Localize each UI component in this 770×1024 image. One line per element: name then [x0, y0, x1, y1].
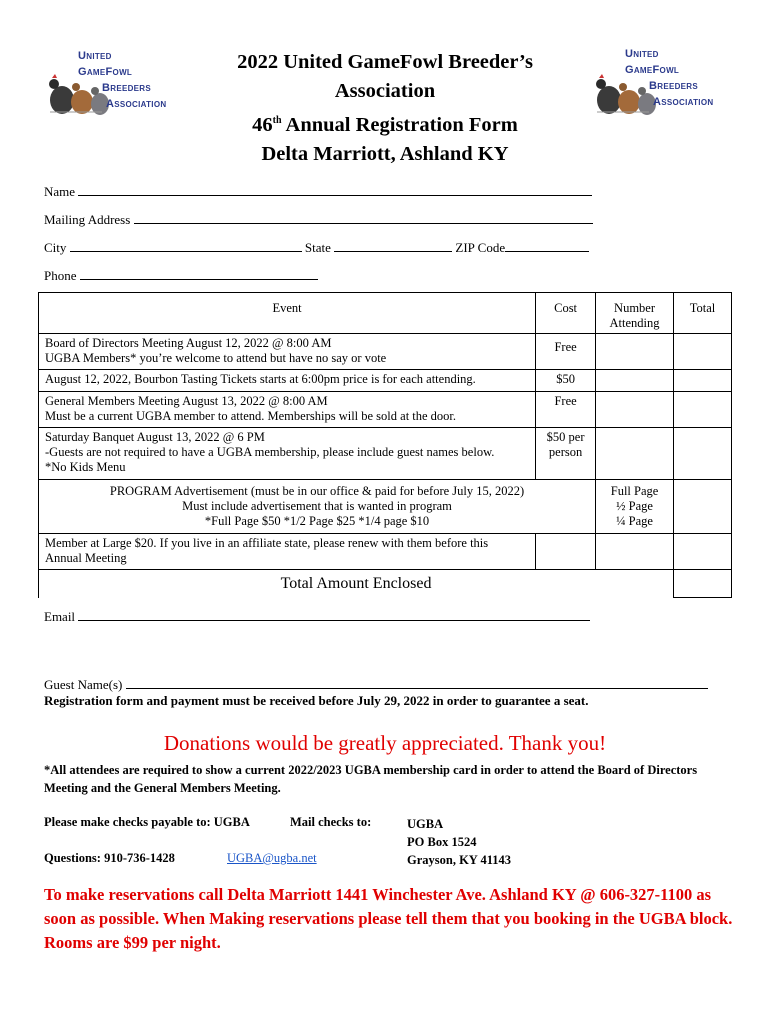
table-row — [39, 480, 732, 534]
total-input[interactable] — [674, 428, 732, 480]
half-page-option[interactable]: ½ Page — [616, 499, 653, 513]
event-note: -Guests are not required to have a UGBA membership, please include guest names below. *No Kids Menu — [45, 445, 495, 474]
title-line-2: Association — [334, 80, 436, 102]
total-row — [39, 570, 732, 598]
state-line[interactable] — [334, 238, 452, 252]
program-size-options[interactable] — [596, 480, 674, 534]
ugba-logo-left — [38, 44, 188, 124]
ugba-logo-right — [585, 42, 735, 122]
logo-word-3: Breeders — [649, 80, 699, 92]
number-attending-input[interactable] — [596, 334, 674, 370]
address-line-3: Grayson, KY 41143 — [407, 853, 512, 867]
total-input[interactable] — [674, 534, 732, 570]
number-attending-header: Number Attending — [596, 293, 674, 334]
event-title: General Members Meeting August 13, 2022 @ 8:00 AM — [45, 394, 328, 408]
reservations-notice: To make reservations call Delta Marriott 1441 Winchester Ave. Ashland KY @ 606-327-1100 as soon as possible. When Making reservations please tell them that you booking in the UGBA block. Rooms are $99 per night. — [44, 885, 733, 952]
title-ordinal: 46 — [252, 113, 273, 136]
event-note: UGBA Members* you’re welcome to attend but have no say or vote — [45, 351, 387, 365]
cost-cell: $50 per person — [536, 428, 596, 480]
email-line[interactable] — [78, 607, 590, 621]
program-line-2: Must include advertisement that is wanted in program — [182, 499, 452, 513]
cost-cell — [536, 534, 596, 570]
total-amount-label: Total Amount Enclosed — [39, 570, 674, 598]
program-line-3: *Full Page $50 *1/2 Page $25 *1/4 page $10 — [204, 514, 430, 528]
table-row — [39, 392, 732, 428]
member-at-large-cell: Member at Large $20. If you live in an affiliate state, please renew with them before this Annual Meeting — [39, 534, 536, 570]
name-label: Name — [44, 184, 76, 199]
total-input[interactable] — [674, 370, 732, 392]
state-label: State — [304, 240, 331, 255]
number-attending-input[interactable] — [596, 370, 674, 392]
cost-cell: Free — [536, 334, 596, 370]
title-line-1: 2022 United GameFowl Breeder’s — [237, 51, 533, 73]
mailing-address-block — [407, 815, 511, 869]
address-line-2: PO Box 1524 — [407, 835, 477, 849]
event-header: Event — [39, 293, 536, 334]
event-title: Saturday Banquet August 13, 2022 @ 6 PM — [45, 430, 265, 444]
mail-checks-label: Mail checks to: — [290, 815, 372, 829]
city-label: City — [44, 240, 67, 255]
address-line-1: UGBA — [407, 817, 444, 831]
title-line-3-text: Annual Registration Form — [281, 113, 518, 136]
event-note: Must be a current UGBA member to attend. Memberships will be sold at the door. — [45, 409, 457, 423]
total-input[interactable] — [674, 480, 732, 534]
questions-phone: Questions: 910-736-1428 — [44, 851, 175, 865]
number-attending-input[interactable] — [596, 534, 674, 570]
program-line-1: PROGRAM Advertisement (must be in our office & paid for before July 15, 2022) — [109, 484, 525, 498]
logo-word-4: Association — [653, 96, 714, 108]
registration-table — [38, 292, 732, 598]
title-line-3 — [190, 106, 580, 140]
number-attending-input[interactable] — [596, 392, 674, 428]
logo-word-2: GameFowl — [78, 66, 133, 78]
form-title — [190, 48, 580, 169]
deadline-notice: Registration form and payment must be received before July 29, 2022 in order to guarantee a seat. — [44, 693, 589, 708]
event-cell — [39, 334, 536, 370]
name-field[interactable] — [44, 182, 592, 200]
table-row — [39, 370, 732, 392]
logo-word-4: Association — [106, 98, 167, 110]
cost-cell: $50 — [536, 370, 596, 392]
total-amount-input[interactable] — [674, 570, 732, 598]
cost-header: Cost — [536, 293, 596, 334]
guest-names-line[interactable] — [126, 675, 708, 689]
program-advertisement-cell — [39, 480, 596, 534]
donations-message: Donations would be greatly appreciated. Thank you! — [163, 731, 607, 755]
cost-cell: Free — [536, 392, 596, 428]
mailing-address-line[interactable] — [134, 210, 593, 224]
attendees-note: *All attendees are required to show a current 2022/2023 UGBA membership card in order to attend the Board of Directors Meeting and the General Members Meeting. — [44, 763, 698, 795]
event-title: Board of Directors Meeting August 12, 2022 @ 8:00 AM — [45, 336, 332, 350]
ugba-email-link[interactable]: UGBA@ugba.net — [227, 851, 317, 865]
name-line[interactable] — [78, 182, 592, 196]
title-line-4: Delta Marriott, Ashland KY — [261, 142, 509, 165]
table-row — [39, 534, 732, 570]
guest-names-field[interactable] — [44, 675, 708, 693]
phone-label: Phone — [44, 268, 77, 283]
city-state-zip-field[interactable] — [44, 238, 589, 256]
phone-line[interactable] — [80, 266, 318, 280]
table-row — [39, 334, 732, 370]
full-page-option[interactable]: Full Page — [610, 484, 659, 498]
zip-label: ZIP Code — [455, 240, 506, 255]
total-input[interactable] — [674, 392, 732, 428]
title-ordinal-suffix: th — [272, 115, 282, 126]
event-cell — [39, 428, 536, 480]
event-cell: August 12, 2022, Bourbon Tasting Tickets starts at 6:00pm price is for each attending. — [39, 370, 536, 392]
email-label: Email — [44, 609, 76, 624]
number-attending-input[interactable] — [596, 428, 674, 480]
zip-line[interactable] — [505, 238, 589, 252]
email-field[interactable] — [44, 607, 590, 625]
event-cell — [39, 392, 536, 428]
quarter-page-option[interactable]: ¼ Page — [616, 514, 653, 528]
city-line[interactable] — [70, 238, 302, 252]
phone-field[interactable] — [44, 266, 318, 284]
table-header-row — [39, 293, 732, 334]
logo-word-3: Breeders — [102, 82, 152, 94]
guest-names-label: Guest Name(s) — [44, 677, 123, 692]
payable-to-text: Please make checks payable to: UGBA — [44, 815, 250, 829]
table-row — [39, 428, 732, 480]
mailing-address-field[interactable] — [44, 210, 593, 228]
logo-word-2: GameFowl — [625, 64, 680, 76]
logo-word-1: United — [625, 48, 659, 60]
total-header: Total — [674, 293, 732, 334]
total-input[interactable] — [674, 334, 732, 370]
mailing-address-label: Mailing Address — [44, 212, 131, 227]
logo-word-1: United — [78, 50, 112, 62]
